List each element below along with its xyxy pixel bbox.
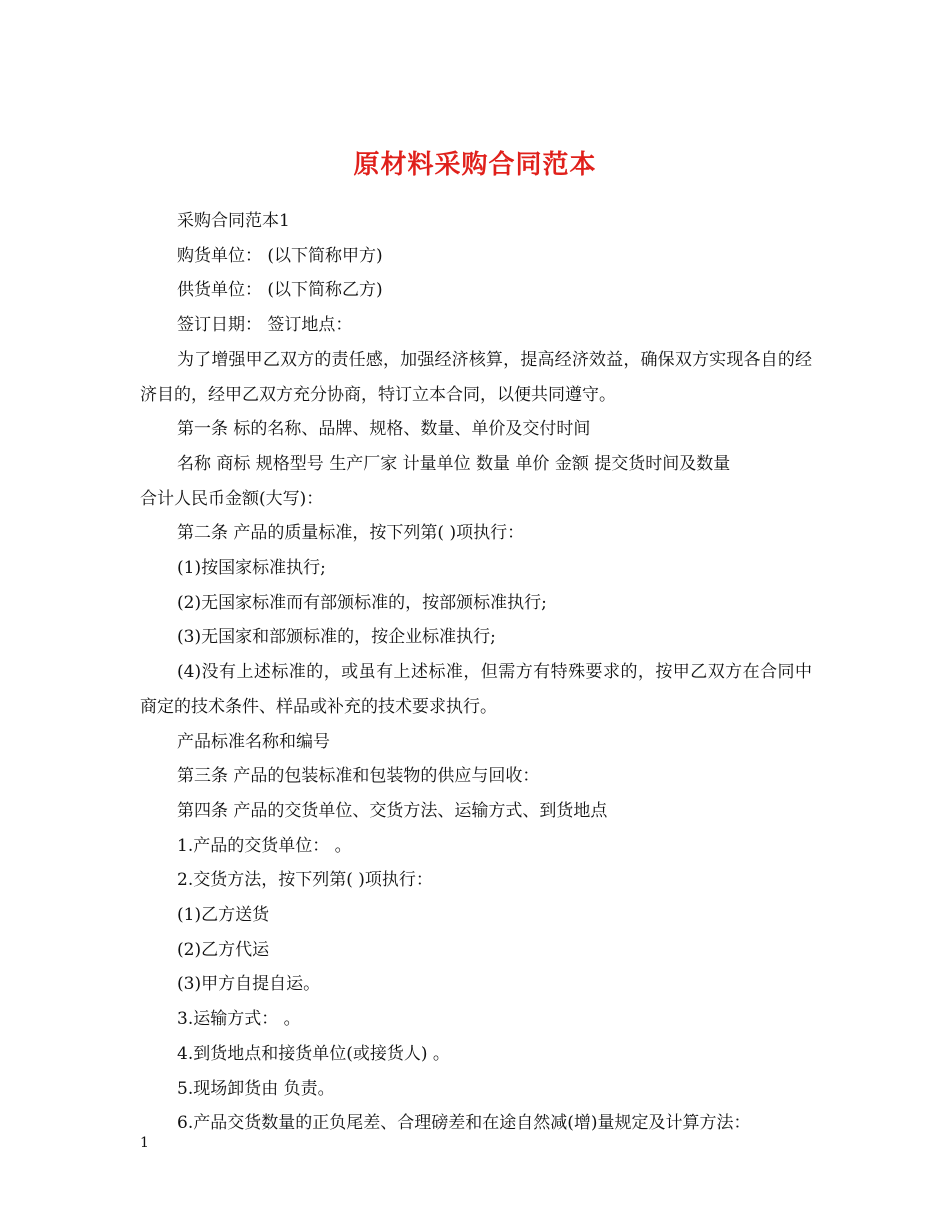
document-title: 原材料采购合同范本	[353, 150, 597, 181]
paragraph-article-2: 第二条 产品的质量标准，按下列第( )项执行：	[177, 523, 525, 544]
paragraph-delivery-unit: 1.产品的交货单位： 。	[177, 835, 352, 856]
paragraph-buyer: 购货单位： (以下简称甲方)	[177, 245, 383, 266]
paragraph-unloading: 5.现场卸货由 负责。	[177, 1078, 335, 1099]
document-body	[140, 204, 812, 1141]
paragraph-transport: 3.运输方式： 。	[177, 1009, 301, 1030]
paragraph-preamble: 为了增强甲乙双方的责任感，加强经济核算，提高经济效益，确保双方实现各自的经济目的，经甲乙双方充分协商，特订立本合同，以便共同遵守。	[140, 349, 812, 405]
paragraph-supplier: 供货单位： (以下简称乙方)	[177, 280, 383, 301]
page-number: 1	[140, 1135, 149, 1151]
paragraph-article-1: 第一条 标的名称、品牌、规格、数量、单价及交付时间	[177, 419, 591, 440]
paragraph-sign-date-place: 签订日期： 签订地点：	[177, 315, 353, 336]
paragraph-standard-4: (4)没有上述标准的，或虽有上述标准，但需方有特殊要求的，按甲乙双方在合同中商定的技术条件、样品或补充的技术要求执行。	[140, 662, 812, 717]
paragraph-article-3: 第三条 产品的包装标准和包装物的供应与回收：	[177, 766, 540, 787]
paragraph-method-2: (2)乙方代运	[177, 939, 270, 960]
paragraph-standard-1: (1)按国家标准执行;	[177, 558, 326, 579]
paragraph-total-amount: 合计人民币金额(大写)：	[140, 488, 324, 509]
paragraph-standard-2: (2)无国家标准而有部颁标准的，按部颁标准执行;	[177, 592, 547, 613]
paragraph-standard-3: (3)无国家和部颁标准的，按企业标准执行;	[177, 627, 496, 648]
paragraph-item-columns: 名称 商标 规格型号 生产厂家 计量单位 数量 单价 金额 提交货时间及数量	[177, 453, 731, 474]
paragraph-method-3: (3)甲方自提自运。	[177, 974, 321, 995]
paragraph-method-1: (1)乙方送货	[177, 905, 270, 926]
paragraph-destination: 4.到货地点和接货单位(或接货人) 。	[177, 1043, 450, 1064]
paragraph-delivery-method: 2.交货方法，按下列第( )项执行：	[177, 870, 433, 891]
paragraph-quantity-tolerance: 6.产品交货数量的正负尾差、合理磅差和在途自然减(增)量规定及计算方法：	[177, 1113, 751, 1134]
paragraph-contract-heading: 采购合同范本1	[177, 211, 290, 231]
paragraph-standard-name: 产品标准名称和编号	[177, 731, 330, 752]
paragraph-article-4: 第四条 产品的交货单位、交货方法、运输方式、到货地点	[177, 800, 608, 821]
